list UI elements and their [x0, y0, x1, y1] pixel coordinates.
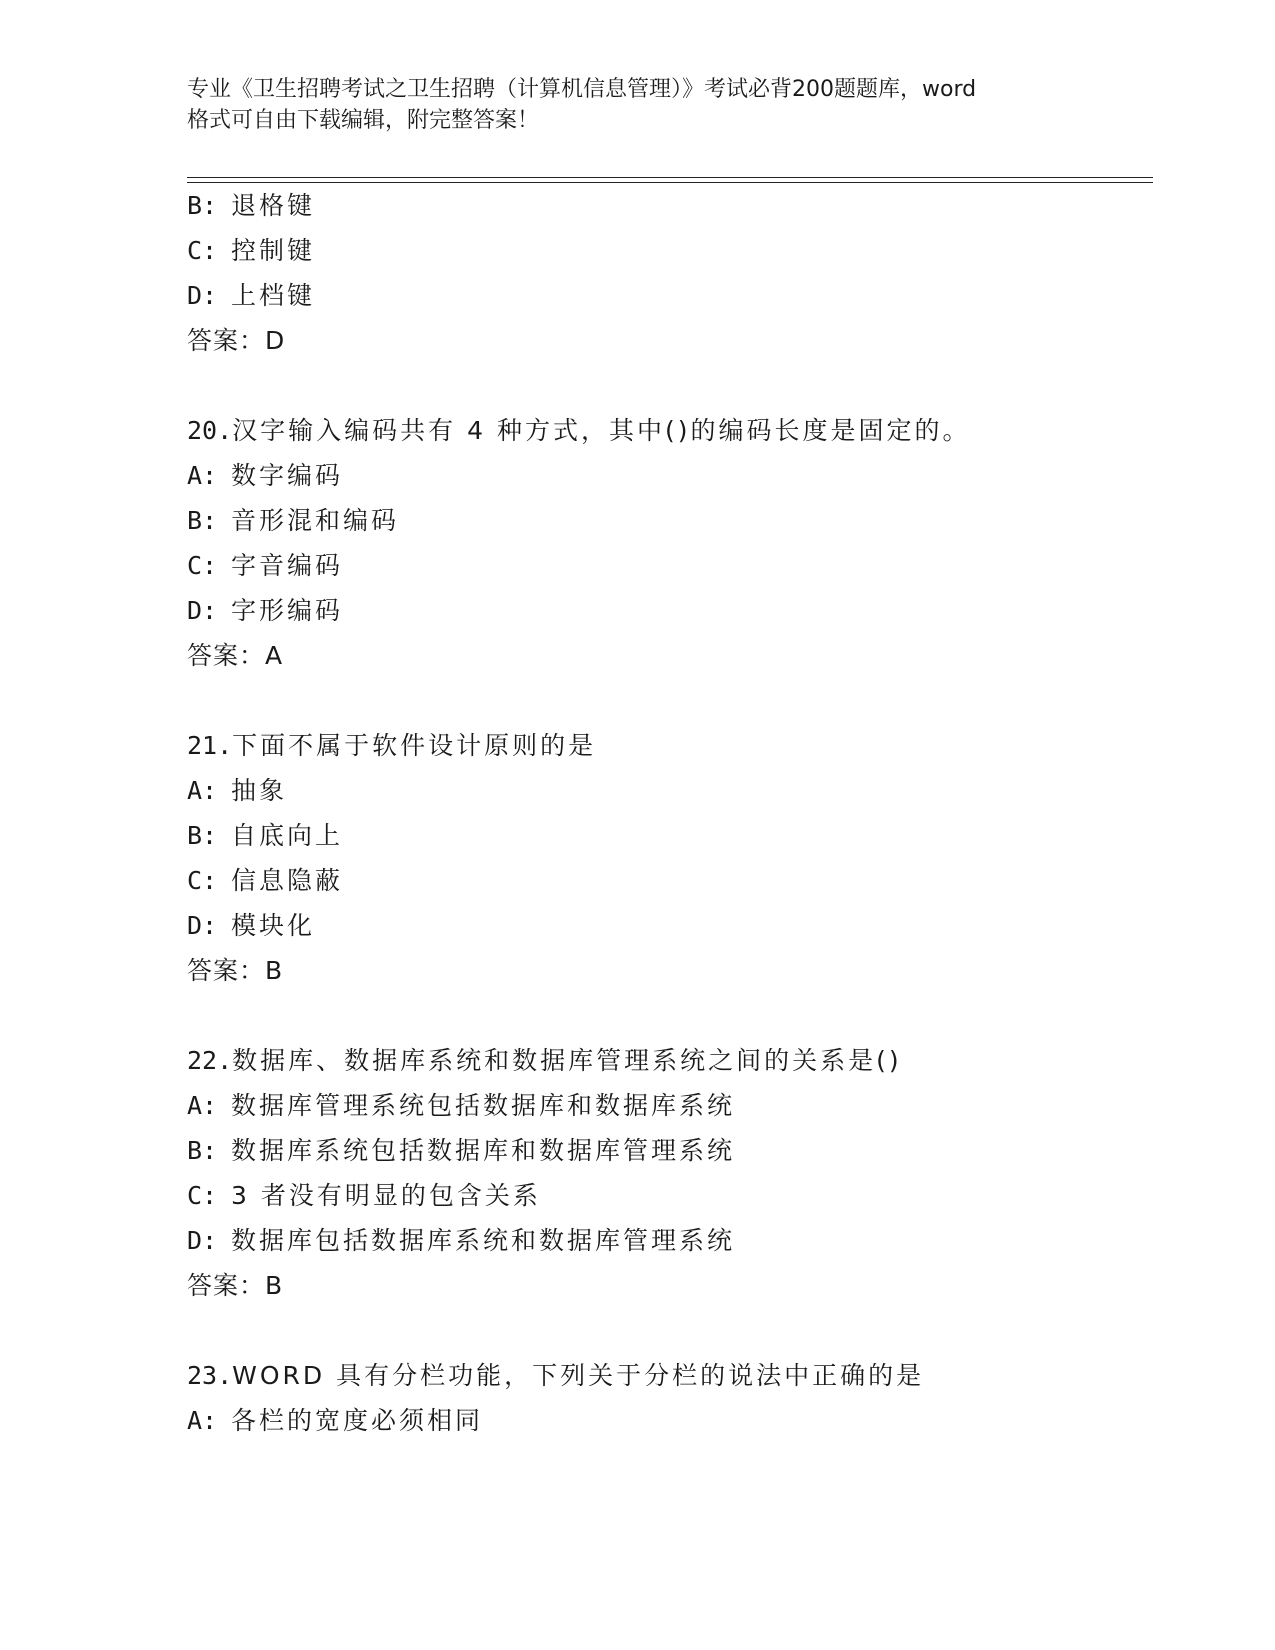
question-number: 22. — [187, 1046, 233, 1075]
option-key: C: — [187, 236, 218, 265]
option-key: B: — [187, 1136, 218, 1165]
option-b — [187, 1135, 735, 1167]
option-text: 各栏的宽度必须相同 — [231, 1406, 484, 1435]
question-20 — [187, 415, 970, 447]
option-text: 上档键 — [231, 281, 316, 310]
option-text: 退格键 — [231, 191, 316, 220]
option-key: C: — [187, 551, 218, 580]
question-number: 21. — [187, 731, 233, 760]
document-header — [187, 74, 1087, 136]
option-key: D: — [187, 911, 218, 940]
question-text: WORD 具有分栏功能，下列关于分栏的说法中正确的是 — [232, 1361, 925, 1390]
option-a — [187, 775, 287, 807]
option-a — [187, 460, 343, 492]
option-b — [187, 190, 315, 222]
option-key: D: — [187, 596, 218, 625]
question-text: 数据库、数据库系统和数据库管理系统之间的关系是() — [232, 1046, 902, 1075]
option-key: B: — [187, 506, 218, 535]
header-divider-bottom — [187, 182, 1153, 183]
option-text: 音形混和编码 — [231, 506, 400, 535]
option-text: 抽象 — [231, 776, 288, 805]
question-23 — [187, 1360, 924, 1392]
option-d — [187, 910, 315, 942]
question-text: 汉字输入编码共有 4 种方式，其中()的编码长度是固定的。 — [232, 416, 971, 445]
option-text: 模块化 — [231, 911, 316, 940]
answer-line: 答案：A — [187, 641, 284, 670]
option-text: 信息隐蔽 — [231, 866, 344, 895]
option-key: C: — [187, 866, 218, 895]
question-21 — [187, 730, 596, 762]
question-number: 23. — [187, 1361, 233, 1390]
option-a — [187, 1090, 735, 1122]
option-c — [187, 235, 315, 267]
option-text: 自底向上 — [231, 821, 344, 850]
option-key: A: — [187, 1406, 218, 1435]
option-text: 数字编码 — [231, 461, 344, 490]
answer-line: 答案：D — [187, 326, 286, 355]
question-22 — [187, 1045, 902, 1077]
question-number: 20. — [187, 416, 233, 445]
answer-line: 答案：B — [187, 1271, 284, 1300]
option-key: A: — [187, 776, 218, 805]
option-key: A: — [187, 461, 218, 490]
option-key: C: — [187, 1181, 218, 1210]
option-d — [187, 280, 315, 312]
option-text: 控制键 — [231, 236, 316, 265]
header-line-2: 格式可自由下载编辑，附完整答案！ — [187, 108, 540, 133]
option-c — [187, 550, 343, 582]
option-text: 3 者没有明显的包含关系 — [231, 1181, 541, 1210]
option-key: B: — [187, 191, 218, 220]
option-key: B: — [187, 821, 218, 850]
option-text: 数据库系统包括数据库和数据库管理系统 — [231, 1136, 736, 1165]
option-text: 字音编码 — [231, 551, 344, 580]
option-key: D: — [187, 1226, 218, 1255]
header-divider-top — [187, 177, 1153, 178]
option-c — [187, 865, 343, 897]
question-text: 下面不属于软件设计原则的是 — [232, 731, 597, 760]
option-key: A: — [187, 1091, 218, 1120]
option-text: 数据库包括数据库系统和数据库管理系统 — [231, 1226, 736, 1255]
answer-line: 答案：B — [187, 956, 284, 985]
option-text: 数据库管理系统包括数据库和数据库系统 — [231, 1091, 736, 1120]
header-line-1: 专业《卫生招聘考试之卫生招聘（计算机信息管理）》考试必背200题题库，word — [187, 77, 977, 102]
option-b — [187, 820, 343, 852]
option-d — [187, 595, 343, 627]
option-c — [187, 1180, 541, 1212]
option-b — [187, 505, 399, 537]
option-a — [187, 1405, 483, 1437]
option-key: D: — [187, 281, 218, 310]
option-d — [187, 1225, 735, 1257]
option-text: 字形编码 — [231, 596, 344, 625]
